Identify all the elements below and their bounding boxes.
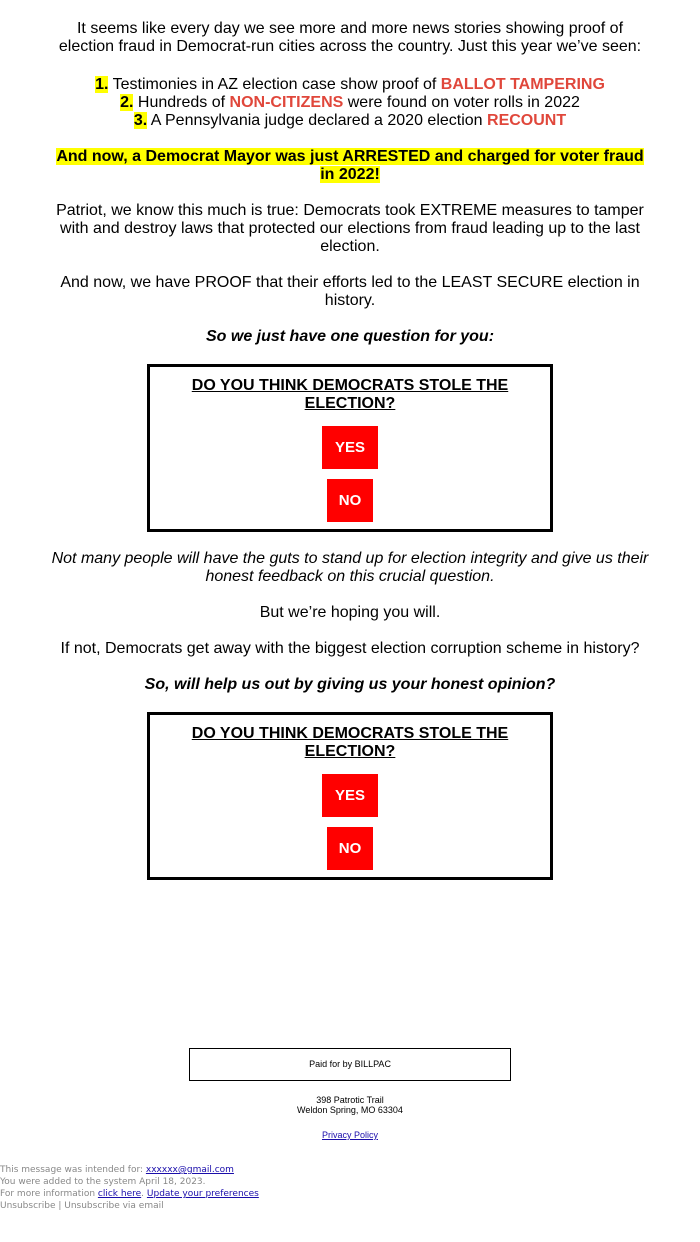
added-date-line: You were added to the system April 18, 2023.: [0, 1177, 206, 1187]
update-preferences-link[interactable]: Update your preferences: [146, 1189, 259, 1199]
poll-title: DO YOU THINK DEMOCRATS STOLE THE ELECTION?: [191, 725, 509, 760]
red-highlight: RECOUNT: [487, 112, 567, 129]
question-heading: So, will help us out by giving us your honest opinion?: [144, 676, 556, 693]
poll-title: DO YOU THINK DEMOCRATS STOLE THE ELECTION?: [191, 377, 509, 412]
email-body: [50, 20, 650, 346]
intended-for-line: This message was intended for: xxxxxx@gmail.com: [0, 1165, 234, 1175]
red-highlight: BALLOT TAMPERING: [440, 76, 605, 93]
mailing-address: 398 Patrotic Trail Weldon Spring, MO 63304: [297, 1095, 403, 1115]
click-here-link[interactable]: click here: [97, 1189, 142, 1199]
unsubscribe-line[interactable]: Unsubscribe | Unsubscribe via email: [0, 1201, 164, 1211]
paragraph: And now, we have PROOF that their efforts led to the LEAST SECURE election in history.: [60, 274, 640, 309]
news-list: [50, 76, 650, 130]
list-number: 1.: [95, 76, 109, 93]
question-heading: So we just have one question for you:: [205, 328, 495, 345]
privacy-policy-link[interactable]: Privacy Policy: [321, 1130, 378, 1140]
paragraph: Patriot, we know this much is true: Democrats took EXTREME measures to tamper with and destroy laws that protected our elections from fraud leading up to the last election.: [56, 202, 644, 255]
privacy-policy-container: [0, 1130, 700, 1140]
list-item: 3. A Pennsylvania judge declared a 2020 election RECOUNT: [133, 112, 567, 129]
yes-button[interactable]: YES: [322, 774, 378, 817]
poll-box: [147, 364, 553, 532]
email-footer: [0, 1164, 259, 1212]
no-button[interactable]: NO: [327, 827, 373, 870]
paragraph: Not many people will have the guts to stand up for election integrity and give us their honest feedback on this crucial question.: [51, 550, 649, 585]
recipient-email-link[interactable]: xxxxxx@gmail.com: [145, 1165, 234, 1175]
intro-text: It seems like every day we see more and more news stories showing proof of election fraud in Democrat-run cities across the country. Just this year we’ve seen:: [58, 20, 642, 55]
list-number: 2.: [120, 94, 134, 111]
paid-for-box: Paid for by BILLPAC: [189, 1048, 511, 1081]
more-info-line: For more information click here. Update your preferences: [0, 1189, 259, 1199]
poll-box: [147, 712, 553, 880]
yes-button[interactable]: YES: [322, 426, 378, 469]
paragraph: If not, Democrats get away with the biggest election corruption scheme in history?: [60, 640, 640, 657]
list-item: 1. Testimonies in AZ election case show proof of BALLOT TAMPERING: [95, 76, 605, 93]
headline: And now, a Democrat Mayor was just ARRESTED and charged for voter fraud in 2022!: [56, 148, 644, 183]
red-highlight: NON-CITIZENS: [229, 94, 344, 111]
no-button[interactable]: NO: [327, 479, 373, 522]
paragraph: But we’re hoping you will.: [259, 604, 441, 621]
list-number: 3.: [133, 112, 148, 129]
list-item: 2. Hundreds of NON-CITIZENS were found on voter rolls in 2022: [120, 94, 580, 111]
